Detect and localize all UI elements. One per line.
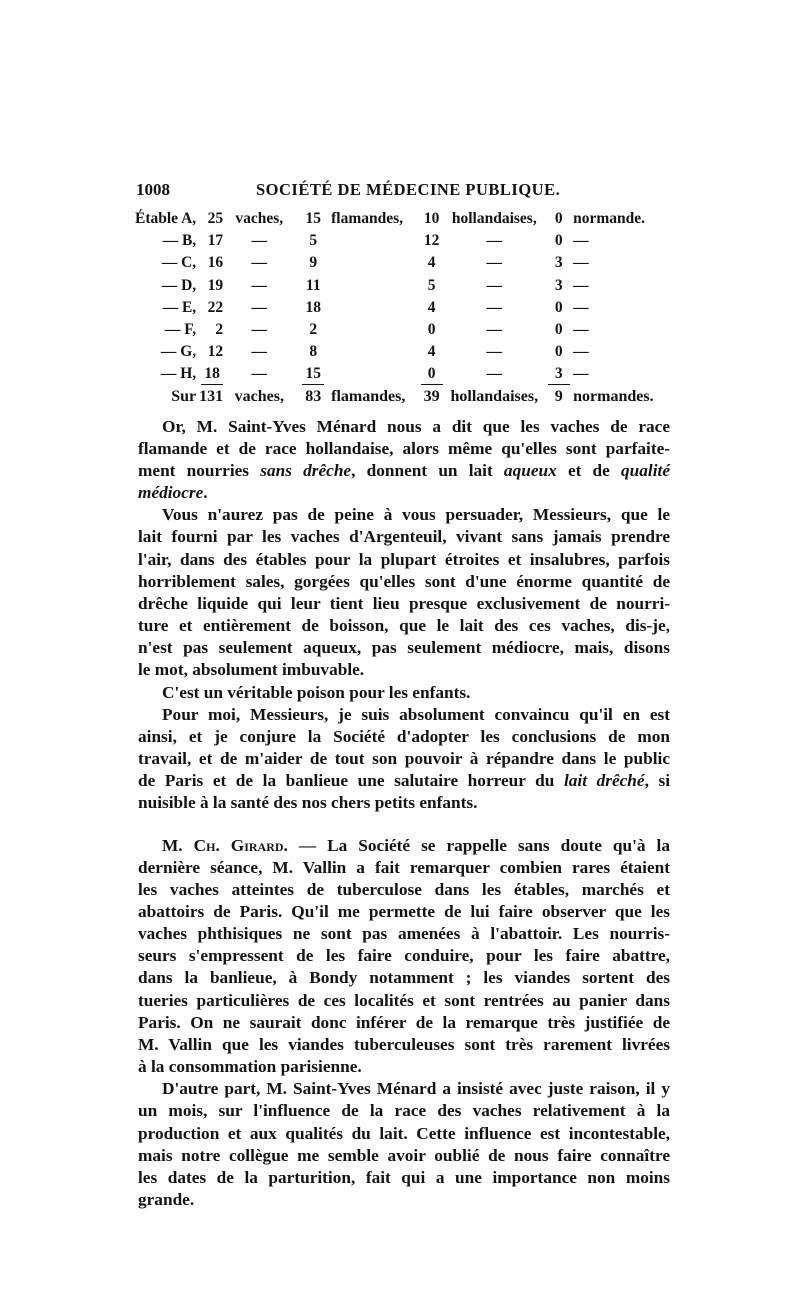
table-total-row	[135, 386, 667, 408]
row-label: — G,	[160, 343, 197, 361]
text-line: tueries particulières de ces localités et sont rentrées au panier dans	[138, 990, 670, 1010]
dutch-count	[419, 363, 444, 385]
text-line: les dates de la parturition, fait qui a une importance non moins	[138, 1167, 670, 1187]
flemish-unit	[331, 230, 419, 252]
flemish-count: 11	[305, 276, 321, 294]
row-label: — C,	[161, 254, 197, 272]
table-row	[135, 275, 667, 297]
text-line: travail, et de m'aider de tout son pouvoir à répandre dans le public	[138, 749, 670, 769]
norman-unit: —	[573, 276, 589, 294]
total-norman: 9	[554, 387, 563, 405]
text-italic: aqueux	[503, 461, 557, 480]
total-cows: 131	[199, 387, 224, 405]
section-gap	[138, 815, 670, 835]
text-line: Pour moi, Messieurs, je suis absolument convaincu qu'il en est	[162, 704, 670, 724]
norman-count: 0	[554, 210, 563, 228]
text-line: horriblement sales, gorgées qu'elles sont d'une énorme quantité de	[138, 571, 670, 591]
text-line: dernière séance, M. Vallin a fait remarquer combien rares étaient	[138, 857, 670, 877]
text-line	[138, 770, 670, 792]
norman-unit: —	[573, 343, 589, 361]
table-row	[135, 363, 667, 385]
table-row	[135, 341, 667, 363]
text-line: grande.	[138, 1190, 195, 1209]
running-head-title: SOCIÉTÉ DE MÉDECINE PUBLIQUE.	[256, 180, 561, 199]
flemish-count	[295, 363, 331, 385]
text-line: vaches phthisiques ne sont pas amenées à l'abattoir. Les nourris-	[138, 924, 670, 944]
running-head	[138, 180, 670, 208]
table-row	[135, 252, 667, 274]
text-line: l'air, dans des étables pour la plupart étroites et insalubres, parfois	[138, 549, 670, 569]
total-dutch: 39	[423, 387, 440, 405]
text-line: ture et entièrement de boisson, que le lait des ces vaches, dis-je,	[138, 616, 670, 636]
flemish-count: 5	[309, 232, 318, 250]
text-line	[138, 482, 670, 504]
flemish-count: 18	[305, 298, 321, 316]
text-run: ment nourries	[138, 461, 261, 480]
text-line: un mois, sur l'influence de la race des vaches relativement à la	[138, 1101, 670, 1121]
dutch-unit: —	[486, 321, 503, 339]
text-line: lait fourni par les vaches d'Argenteuil, vivant sans jamais prendre	[138, 527, 670, 547]
dutch-unit: —	[486, 276, 503, 294]
sum-rule: 0	[421, 364, 443, 385]
row-label: — F,	[164, 321, 197, 339]
table-row	[135, 319, 667, 341]
row-label: Étable A,	[135, 210, 197, 228]
row-label: — D,	[161, 276, 197, 294]
flemish-count: 15	[305, 210, 321, 228]
text-line: M. Vallin que les viandes tuberculeuses sont très rarement livrées	[138, 1034, 670, 1054]
text-line: abattoirs de Paris. Qu'il me permette de lui faire observer que les	[138, 901, 670, 921]
text-run: . — La Société se rappelle sans doute qu'à la	[283, 835, 671, 855]
flemish-count: 9	[309, 254, 318, 272]
flemish-unit	[331, 341, 419, 363]
cows-unit: —	[251, 343, 268, 361]
dutch-count: 10	[423, 210, 440, 228]
text-line: Paris. On ne saurait donc inférer de la remarque très justifiée de	[138, 1012, 670, 1032]
cows-count: 17	[207, 232, 224, 250]
sum-rule: 18	[201, 364, 223, 385]
dutch-count: 0	[427, 321, 436, 339]
text-run: et de	[556, 461, 622, 480]
norman-unit: normande.	[573, 210, 646, 228]
text-line	[138, 835, 670, 857]
norman-unit: —	[573, 298, 589, 316]
sum-rule: 15	[302, 364, 324, 385]
table-row	[135, 230, 667, 252]
text-line: le mot, absolument imbuvable.	[138, 660, 365, 680]
text-italic: qualité	[621, 461, 670, 480]
norman-count: 3	[554, 254, 563, 272]
flemish-unit	[331, 297, 419, 319]
row-label: — E,	[162, 298, 197, 316]
cows-count: 12	[207, 343, 224, 361]
dutch-unit: —	[486, 232, 503, 250]
cows-unit: —	[251, 321, 268, 339]
text-run: , si	[644, 771, 670, 791]
norman-count: 0	[554, 321, 563, 339]
flemish-count: 2	[309, 321, 318, 339]
cows-count	[199, 363, 223, 385]
cows-count: 19	[207, 276, 224, 294]
page-number: 1008	[136, 180, 170, 199]
text-line: à la consommation parisienne.	[138, 1057, 362, 1077]
flemish-unit: flamandes,	[331, 210, 404, 228]
text-line: seurs s'empressent de les faire conduire, pour les faire abattre,	[138, 946, 670, 966]
cows-count: 2	[215, 321, 224, 339]
text-line: les vaches atteintes de tuberculose dans les étables, marchés et	[138, 879, 670, 899]
text-italic: médiocre	[138, 483, 204, 503]
dutch-unit: —	[486, 343, 503, 361]
cows-unit: —	[251, 365, 268, 383]
flemish-unit	[331, 252, 419, 274]
text-line: drêche liquide qui leur tient lieu presque exclusivement de nourri-	[138, 593, 670, 613]
text-line: Vous n'aurez pas de peine à vous persuader, Messieurs, que le	[162, 505, 670, 525]
document-page	[135, 180, 671, 1211]
paragraph-3	[138, 682, 670, 704]
total-cows-unit: vaches,	[234, 387, 284, 405]
text-run: , donnent un lait	[351, 461, 504, 480]
total-dutch-unit: hollandaises,	[450, 387, 539, 405]
dutch-count: 4	[427, 254, 436, 272]
row-label: — H,	[160, 365, 197, 383]
sum-rule: 3	[548, 364, 570, 385]
text-line: dans la banlieue, à Bondy notamment ; les viandes sortent des	[138, 968, 670, 988]
norman-count: 0	[554, 298, 563, 316]
text-line	[138, 460, 670, 482]
text-run: M.	[162, 835, 194, 855]
text-line: nuisible à la santé des nos chers petits enfants.	[138, 793, 478, 813]
cows-unit: —	[251, 276, 268, 294]
total-flemish: 83	[305, 387, 322, 405]
cows-unit: —	[251, 232, 268, 250]
text-run: .	[203, 483, 208, 503]
text-line: production et aux qualités du lait. Cette influence est incontestable,	[138, 1123, 670, 1143]
text-italic: lait drêché	[563, 771, 645, 791]
cows-count: 25	[207, 210, 224, 228]
text-line: C'est un véritable poison pour les enfants.	[162, 682, 471, 702]
norman-unit: —	[573, 254, 589, 272]
cows-count: 16	[207, 254, 224, 272]
cows-unit: —	[251, 298, 268, 316]
dutch-unit: hollandaises,	[451, 210, 537, 228]
dutch-count: 12	[423, 232, 440, 250]
speaker-name: Ch. Girard	[193, 835, 284, 855]
text-line: Or, M. Saint-Yves Ménard nous a dit que les vaches de race	[162, 416, 670, 436]
paragraph-1	[138, 416, 670, 505]
table-row	[135, 208, 667, 230]
norman-count: 0	[554, 232, 563, 250]
total-flemish-unit: flamandes,	[331, 387, 406, 405]
flemish-count: 8	[309, 343, 318, 361]
norman-count	[544, 363, 573, 385]
paragraph-6	[138, 1078, 670, 1211]
dutch-count: 4	[427, 298, 436, 316]
table-row	[135, 297, 667, 319]
dutch-unit: —	[486, 365, 503, 383]
flemish-unit	[331, 319, 419, 341]
dutch-unit: —	[486, 254, 503, 272]
text-italic: sans drêche	[260, 461, 352, 480]
norman-unit: —	[573, 232, 589, 250]
dutch-count: 4	[427, 343, 436, 361]
text-line: ainsi, et je conjure la Société d'adopter les conclusions de mon	[138, 726, 670, 746]
norman-unit: —	[573, 365, 589, 383]
cows-unit: vaches,	[235, 210, 284, 228]
total-norman-unit: normandes.	[573, 387, 654, 405]
dutch-unit: —	[486, 298, 503, 316]
paragraph-2	[138, 504, 670, 681]
flemish-unit	[331, 363, 419, 385]
paragraph-4	[138, 704, 670, 815]
norman-unit: —	[573, 321, 589, 339]
paragraph-5	[138, 835, 670, 1079]
text-line: D'autre part, M. Saint-Yves Ménard a insisté avec juste raison, il y	[162, 1079, 670, 1099]
flemish-unit	[331, 275, 419, 297]
total-prefix: Sur	[171, 387, 197, 405]
text-line: mais notre collègue me semble avoir oublié de nous faire connaître	[138, 1145, 670, 1165]
cows-count: 22	[207, 298, 224, 316]
body-text	[138, 416, 670, 1211]
herd-table	[135, 208, 667, 408]
dutch-count: 5	[427, 276, 436, 294]
cows-unit: —	[251, 254, 268, 272]
text-run: de Paris et de la banlieue une salutaire horreur du	[138, 771, 564, 791]
norman-count: 3	[554, 276, 563, 294]
norman-count: 0	[554, 343, 563, 361]
text-line: n'est pas seulement aqueux, pas seulement médiocre, mais, disons	[138, 638, 670, 658]
row-label: — B,	[162, 232, 197, 250]
text-line: flamande et de race hollandaise, alors même qu'elles sont parfaite-	[138, 438, 670, 458]
